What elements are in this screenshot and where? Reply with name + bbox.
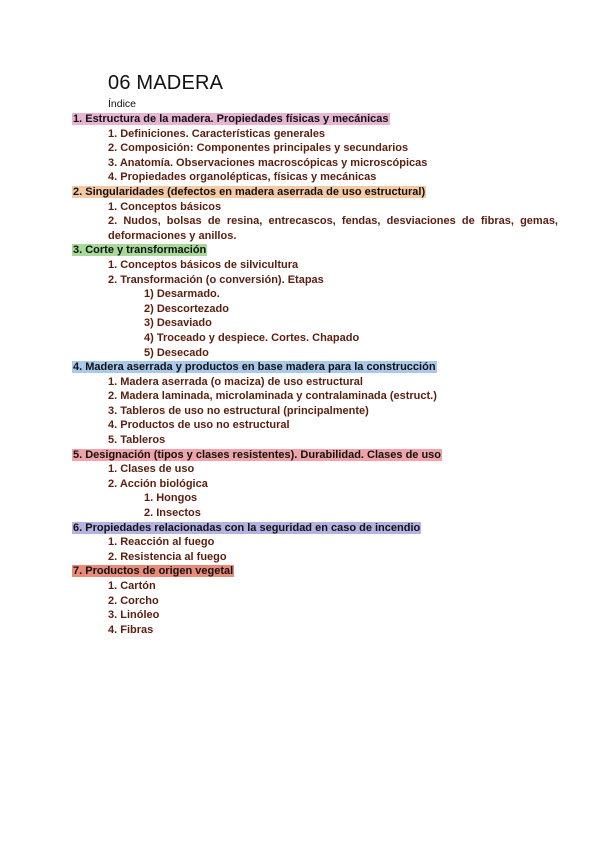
- list-item: 2. Composición: Componentes principales y secundarios: [108, 142, 409, 155]
- section-heading: 1. Estructura de la madera. Propiedades físicas y mecánicas: [73, 113, 389, 125]
- section-heading: 5. Designación (tipos y clases resistentes). Durabilidad. Clases de uso: [73, 448, 442, 461]
- section-heading: 3. Corte y transformación: [73, 244, 207, 257]
- list-item: 2. Madera laminada, microlaminada y contralaminada (estruct.): [108, 390, 437, 403]
- list-item: 1. Reacción al fuego: [108, 536, 215, 549]
- table-of-contents: [0, 112, 600, 637]
- list-item: 4. Productos de uso no estructural: [108, 419, 290, 432]
- list-item: 1. Conceptos básicos: [108, 200, 222, 213]
- list-item: 2. Insectos: [144, 507, 201, 520]
- section-heading: 6. Propiedades relacionadas con la seguridad en caso de incendio: [73, 521, 421, 534]
- list-item: 1. Hongos: [144, 492, 198, 505]
- list-item: 1. Definiciones. Características generales: [108, 127, 326, 140]
- section-heading: 2. Singularidades (defectos en madera aserrada de uso estructural): [73, 185, 426, 198]
- list-item: 5) Desecado: [144, 346, 209, 359]
- list-item: 1. Madera aserrada (o maciza) de uso estructural: [108, 375, 363, 388]
- list-item: 2. Nudos, bolsas de resina, entrecascos, fendas, desviaciones de fibras, gemas, deformaciones y anillos.: [108, 215, 558, 242]
- list-item: 4) Troceado y despiece. Cortes. Chapado: [144, 331, 360, 344]
- section-heading: 7. Productos de origen vegetal: [73, 565, 234, 578]
- list-item: 2. Corcho: [108, 594, 159, 607]
- list-item: 5. Tableros: [108, 434, 166, 447]
- list-item: 3. Linóleo: [108, 609, 160, 622]
- document-title: 06 MADERA: [108, 72, 224, 94]
- index-label: Índice: [108, 98, 137, 110]
- list-item: 3) Desaviado: [144, 317, 212, 330]
- list-item: 4. Fibras: [108, 623, 154, 636]
- list-item: 1. Clases de uso: [108, 463, 195, 476]
- list-item: 2. Acción biológica: [108, 477, 208, 490]
- section-heading: 4. Madera aserrada y productos en base madera para la construcción: [73, 361, 436, 374]
- list-item: 2. Resistencia al fuego: [108, 550, 227, 563]
- list-item: 4. Propiedades organolépticas, físicas y mecánicas: [108, 171, 377, 184]
- list-item: 2) Descortezado: [144, 302, 229, 315]
- list-item: 3. Anatomía. Observaciones macroscópicas y microscópicas: [108, 156, 428, 169]
- list-item: 1) Desarmado.: [144, 288, 220, 301]
- list-item: 2. Transformación (o conversión). Etapas: [108, 273, 324, 286]
- list-item: 3. Tableros de uso no estructural (principalmente): [108, 404, 369, 417]
- list-item: 1. Conceptos básicos de silvicultura: [108, 258, 299, 271]
- list-item: 1. Cartón: [108, 580, 156, 592]
